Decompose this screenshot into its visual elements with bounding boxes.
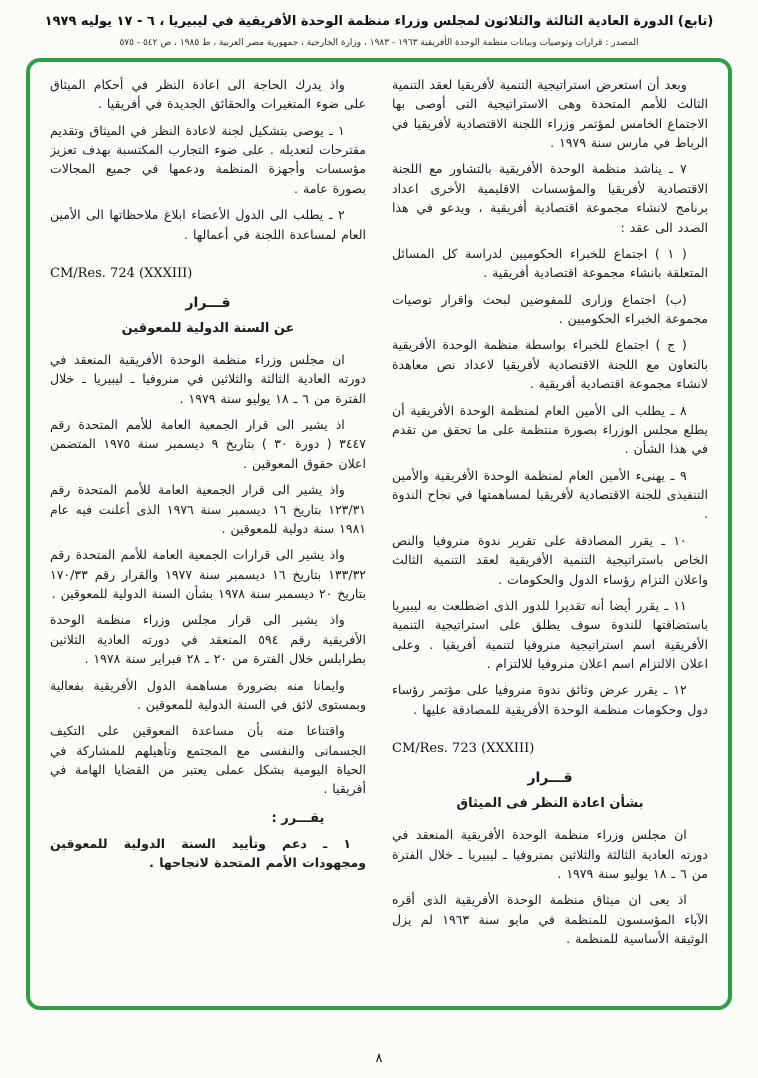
- paragraph: واذ يشير الى قرار مجلس وزراء منظمة الوحدة الأفريقية رقم ٥٩٤ المنعقد في دورته العادية الثلاثين بطرابلس خلال الفترة من ٢٠ ـ ٢٨ فبراير سنة ١٩٧٨ .: [50, 612, 366, 667]
- paragraph: ١٢ ـ يقرر عرض وثائق ندوة منروفيا على مؤتمر رؤساء دول وحكومات منظمة الوحدة الأفريقية للمصادقة عليها .: [392, 682, 708, 717]
- page-number: ٨: [375, 1051, 383, 1066]
- paragraph: ٢ ـ يطلب الى الدول الأعضاء ابلاغ ملاحظاتها الى الأمين العام لمساعدة اللجنة في أعمالها .: [50, 207, 366, 242]
- paragraph: ١ ـ يوصى بتشكيل لجنة لاعادة النظر في الميثاق وتقديم مقترحات لتعديله . على ضوء التجارب المكتسبة بهدف تعزيز مؤسسات وأجهزة المنظمة ودعمها في جميع المجالات بصورة عامة .: [50, 122, 366, 196]
- resolution-id-724: CM/Res. 724 (XXXIII): [50, 265, 193, 281]
- paragraph: واقتناعا منه بأن مساعدة المعوقين على التكيف الجسمانى والنفسى مع المجتمع وتأهيلهم للمشاركة في الحياة اليومية بشكل عملى يعتبر من القضايا الهامة في أفريقيا .: [50, 723, 366, 797]
- paragraph: ٧ ـ يناشد منظمة الوحدة الأفريقية بالتشاور مع اللجنة الاقتصادية لأفريقيا والمؤسسات الاقليمية الأخرى اعداد برنامج لانشاء مجموعة اقتصادية أفريقية ، ويدعو في هذا الصدد الى عقد :: [392, 161, 708, 235]
- page-header: [26, 14, 732, 48]
- paragraph: ٩ ـ يهنىء الأمين العام لمنظمة الوحدة الأفريقية والأمين التنفيذى للجنة الاقتصادية لأفريقيا لمساهمتها في نجاح الندوة .: [392, 467, 708, 522]
- paragraph: اذ يعى ان ميثاق منظمة الوحدة الأفريقية الذى أقره الآباء المؤسسون للمنظمة في مايو سنة ١٩٦٣ لم يزل الوثيقة الأساسية للمنظمة .: [392, 892, 708, 947]
- decides-heading: يقـــرر :: [271, 810, 325, 826]
- header-title: (تابع) الدورة العادية الثالثة والثلاثون لمجلس وزراء منظمة الوحدة الأفريقية في ليبيريا ، ٦ - ١٧ يوليه ١٩٧٩: [44, 14, 714, 29]
- two-column-layout: [50, 75, 708, 992]
- paragraph: واذ يشير الى قرارات الجمعية العامة للأمم المتحدة رقم ١٣٣/٣٢ بتاريخ ١٦ ديسمبر سنة ١٩٧٧ والقرار رقم ١٧٠/٣٣ بتاريخ ٢٠ ديسمبر سنة ١٩٧٨ بشأن السنة الدولية للمعوقين .: [50, 547, 366, 602]
- resolution-subject: عن السنة الدولية للمعوقين: [121, 320, 295, 336]
- paragraph: واذ يدرك الحاجة الى اعادة النظر في أحكام الميثاق على ضوء المتغيرات والحقائق الجديدة في أفريقيا .: [50, 76, 366, 112]
- column-right: [392, 75, 708, 992]
- resolution-subject: بشأن اعادة النظر فى الميثاق: [456, 796, 644, 812]
- paragraph: (ب) اجتماع وزارى للمفوضين لبحث واقرار توصيات مجموعة الخبراء الحكوميين .: [392, 291, 708, 327]
- paragraph: ٨ ـ يطلب الى الأمين العام لمنظمة الوحدة الأفريقية أن يطلع مجلس الوزراء بصورة منتظمة على ما تحقق من تقدم في هذا الشأن .: [392, 402, 708, 457]
- paragraph: ان مجلس وزراء منظمة الوحدة الأفريقية المنعقد في دورته العادية الثالثة والثلاثين في منروفيا ـ ليبيريا ـ خلال الفترة من ٦ ـ ١٨ يوليو سنة ١٩٧٩ .: [50, 351, 366, 406]
- header-source-line: المصدر : قرارات وتوصيات وبيانات منظمة الوحدة الأفريقية ١٩٦٣ - ١٩٨٣ ، وزارة الخارجية ، جمهورية مصر العربية ، ط ١٩٨٥ ، ص ٥٤٢ - ٥٧٥: [119, 37, 639, 48]
- paragraph: وبعد أن استعرض استراتيجية التنمية لأفريقيا لعقد التنمية الثالث للأمم المتحدة وهى الاستراتيجية التى أوصى بها الاجتماع الخامس لمؤتمر وزراء اللجنة الاقتصادية لأفريقيا في الرباط في مارس سنة ١٩٧٩ .: [392, 76, 708, 151]
- paragraph: واذ يشير الى قرار الجمعية العامة للأمم المتحدة رقم ١٢٣/٣١ بتاريخ ١٦ ديسمبر سنة ١٩٧٦ الذى أعلنت فيه عام ١٩٨١ سنة دولية للمعوقين .: [50, 482, 366, 536]
- resolution-id-723: CM/Res. 723 (XXXIII): [392, 741, 535, 757]
- green-border-box: [26, 58, 732, 1010]
- resolution-heading: قـــرار: [185, 294, 231, 311]
- paragraph: وايمانا منه بضرورة مساهمة الدول الأفريقية بفعالية وبمستوى لائق في السنة الدولية للمعوقين .: [50, 677, 366, 712]
- paragraph: ١٠ ـ يقرر المصادقة على تقرير ندوة منروفيا والنص الخاص باستراتيجية التنمية الأفريقية لعقد التنمية الثالث واعلان التزام رؤساء الدول والحكومات .: [392, 532, 708, 587]
- resolution-heading: قـــرار: [527, 770, 573, 787]
- paragraph: ١١ ـ يقرر أيضا أنه تقديرا للدور الذى اضطلعت به ليبيريا باستضافتها للندوة سوف يطلق على استراتيجية التنمية الأفريقية اسم استراتيجية منروفيا لتنمية أفريقيا . وعلى اعلان الالتزام اسم اعلان منروفيا للالتزام .: [392, 597, 708, 672]
- paragraph: ( ١ ) اجتماع للخبراء الحكوميين لدراسة كل المسائل المتعلقة بانشاء مجموعة اقتصادية أفريقية .: [392, 245, 708, 281]
- paragraph: ( ج ) اجتماع للخبراء بواسطة منظمة الوحدة الأفريقية بالتعاون مع اللجنة الاقتصادية لأفريقيا لاعداد نص معاهدة لانشاء مجموعة اقتصادية أفريقية .: [392, 337, 708, 392]
- paragraph: اذ يشير الى قرار الجمعية العامة للأمم المتحدة رقم ٣٤٤٧ ( دورة ٣٠ ) بتاريخ ٩ ديسمبر سنة ١٩٧٥ المتضمن اعلان حقوق المعوقين .: [50, 417, 366, 471]
- decides-item: ١ ـ دعم وتأييد السنة الدولية للمعوقين ومجهودات الأمم المتحدة لانجاحها .: [50, 835, 366, 871]
- column-left: [50, 75, 366, 992]
- paragraph: ان مجلس وزراء منظمة الوحدة الأفريقية المنعقد في دورته العادية الثالثة والثلاثين بمنروفيا ـ ليبيريا ـ خلال الفترة من ٦ ـ ١٨ يوليو سنة ١٩٧٩ .: [392, 827, 708, 881]
